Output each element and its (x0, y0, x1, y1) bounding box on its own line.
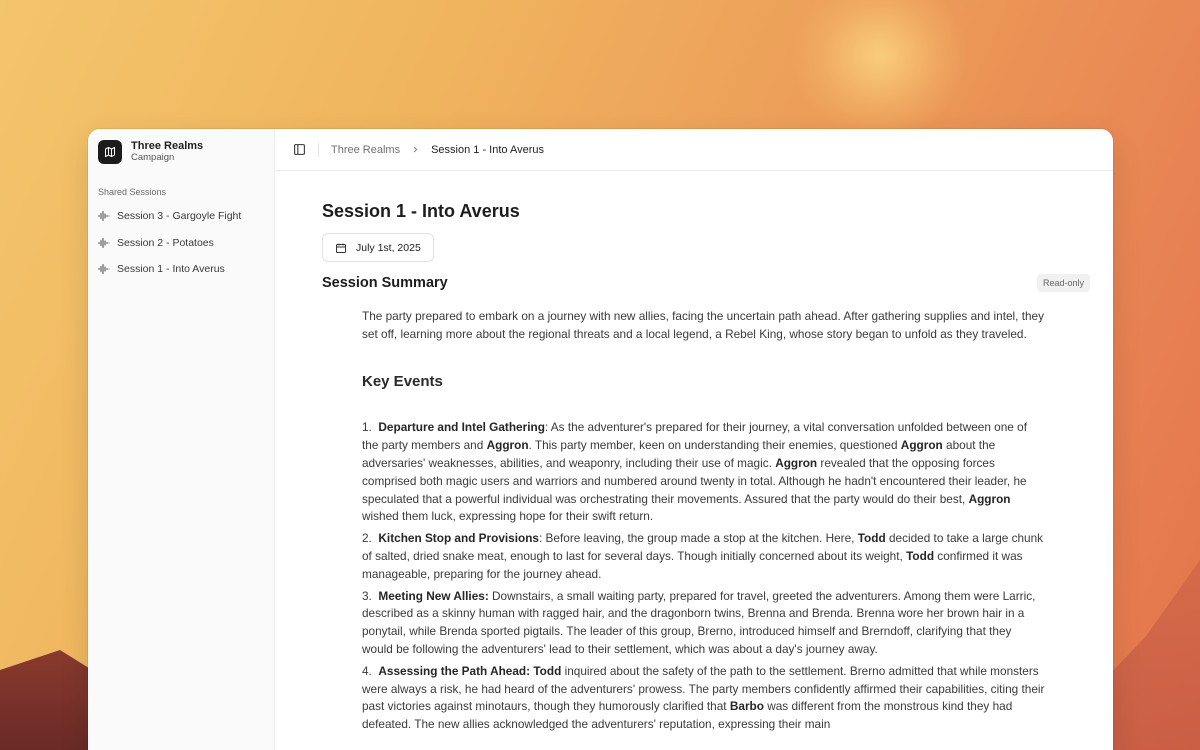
sidebar-item-label: Session 1 - Into Averus (117, 263, 225, 276)
background-cloud (790, 0, 970, 140)
sidebar (88, 129, 275, 750)
audio-wave-icon (98, 263, 110, 275)
list-item: 2. Kitchen Stop and Provisions: Before leaving, the group made a stop at the kitchen. Here, Todd decided to take a large chunk of salted, dried snake meat, enough to last for several days. Though initially concerned about its weight, Todd confirmed it was manageable, preparing for the journey ahead. (362, 531, 1044, 581)
list-item: 1. Departure and Intel Gathering: As the adventurer's prepared for their journey, a vital conversation unfolded between one of the party members and Aggron. This party member, keen on understanding their enemies, questioned Aggron about the adversaries' weaknesses, abilities, and weaponry, including their use of magic. Aggron revealed that the opposing forces comprised both magic users and warriors and numbered around twenty in total. Although he hadn't encountered their leader, he speculated that a powerful individual was orchestrating their movements. Assured that the party would do their best, Aggron wished them luck, expressing hope for their swift return. (362, 420, 1027, 524)
session-date-picker[interactable] (322, 233, 434, 262)
summary-header (322, 274, 1113, 292)
background-ridge (1110, 560, 1200, 750)
campaign-subtitle: Campaign (131, 152, 175, 164)
page-title: Session 1 - Into Averus (322, 201, 520, 221)
audio-wave-icon (98, 210, 110, 222)
sidebar-toggle-button[interactable] (290, 141, 308, 159)
calendar-icon (335, 242, 347, 254)
breadcrumb-current: Session 1 - Into Averus (431, 143, 544, 156)
sidebar-item-session-3[interactable] (98, 203, 264, 230)
audio-wave-icon (98, 237, 110, 249)
sidebar-item-session-2[interactable] (98, 230, 264, 257)
topbar (275, 129, 1113, 171)
main-panel (275, 129, 1113, 750)
sidebar-item-session-1[interactable] (98, 256, 264, 283)
divider (318, 143, 319, 157)
list-item: 4. Assessing the Path Ahead: Todd inquired about the safety of the path to the settlement. Brerno admitted that while monsters were always a risk, he had heard of the adventurers' prowess. The party members confidently affirmed their capabilities, citing their past victories against minotaurs, though they humorously clarified that Barbo was different from the monstrous kind they had defeated. The new allies acknowledged the adventurers' reputation, expressing their main (362, 663, 1045, 732)
breadcrumb-root-link[interactable]: Three Realms (331, 143, 401, 156)
session-date: July 1st, 2025 (356, 241, 421, 254)
breadcrumb (331, 144, 544, 156)
summary-intro: The party prepared to embark on a journey with new allies, facing the uncertain path ahead. After gathering supplies and intel, they set off, learning more about the regional threats and a local legend, a Rebel King, whose story began to unfold as they traveled. (362, 309, 1045, 341)
sidebar-item-label: Session 3 - Gargoyle Fight (117, 210, 242, 223)
summary-title: Session Summary (322, 275, 448, 291)
shared-sessions-label: Shared Sessions (98, 187, 167, 197)
campaign-name: Three Realms (131, 140, 204, 153)
read-only-badge: Read-only (1037, 274, 1090, 292)
sidebar-toggle-icon (293, 143, 306, 156)
summary-body (362, 308, 1045, 734)
map-icon (98, 140, 122, 164)
list-item: 3. Meeting New Allies: Downstairs, a small waiting party, prepared for travel, greeted the adventurers. Among them were Larric, described as a skinny human with ragged hair, and the dragonborn twins, Brenna and Brenda. Brenna wore her brown hair in a ponytail, while Brenda sported pigtails. The leader of this group, Brerno, introduced himself and Brerndoff, clarifying that they would be following the adventurers' lead to their settlement, which was about a day's journey away. (362, 588, 1036, 656)
sidebar-item-label: Session 2 - Potatoes (117, 236, 214, 249)
campaign-switcher[interactable] (98, 139, 264, 165)
background-mountain (0, 650, 100, 750)
session-content (275, 171, 1113, 738)
app-window (88, 129, 1113, 750)
key-events-heading: Key Events (362, 372, 443, 390)
chevron-right-icon (411, 145, 420, 154)
